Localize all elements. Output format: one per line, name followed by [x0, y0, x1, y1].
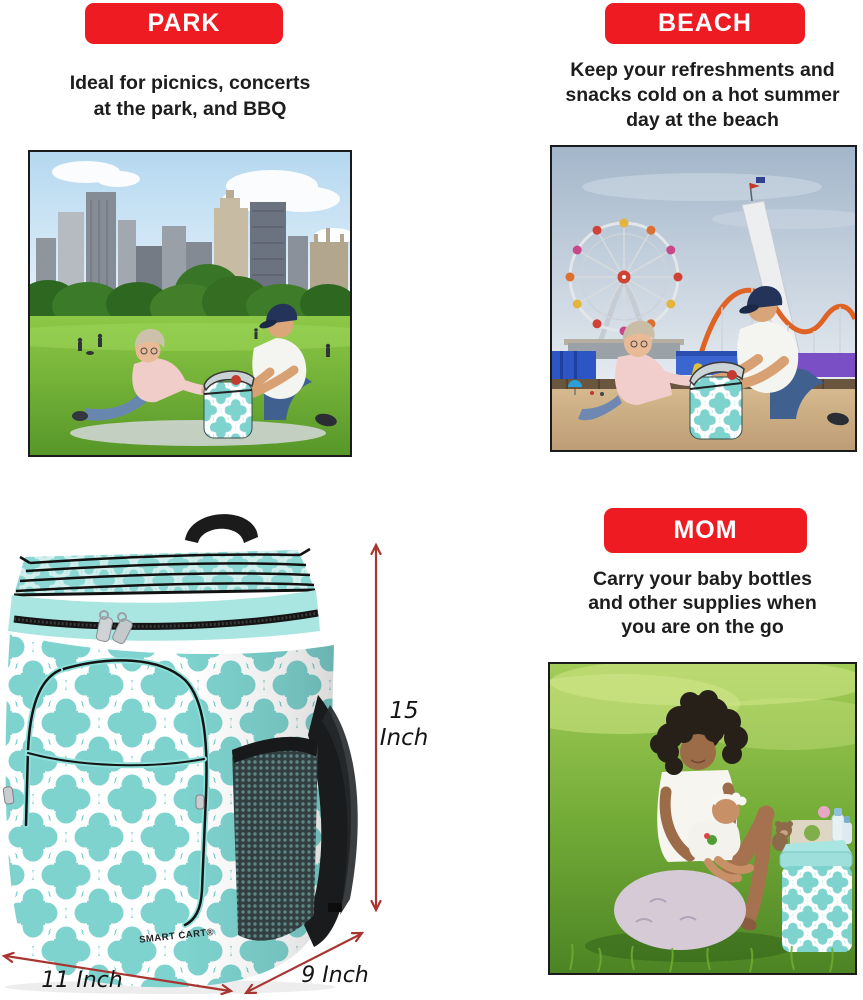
park-caption-line: Ideal for picnics, concerts: [69, 72, 311, 94]
beach-caption-line: snacks cold on a hot summer: [565, 84, 840, 106]
height-value: 15: [389, 698, 419, 724]
cooler-bag: [772, 806, 852, 952]
mesh-side-pocket: [232, 737, 318, 941]
beach-photo: [550, 145, 857, 452]
mom-caption-line: Carry your baby bottles: [593, 568, 812, 590]
mom-badge: [604, 508, 807, 553]
backpack-graphic: [3, 514, 358, 987]
mom-photo: [548, 662, 857, 975]
cooler-lid: [8, 590, 320, 641]
depth-dimension-label: 9 Inch: [301, 963, 369, 988]
beach-badge-label: BEACH: [658, 9, 752, 37]
park-caption: [28, 70, 352, 122]
park-photo: [28, 150, 352, 457]
carry-handle: [185, 514, 258, 543]
brand-label: SMART CART®: [138, 926, 215, 946]
height-dimension-label: [372, 698, 436, 752]
mom-badge-label: MOM: [673, 516, 738, 544]
park-photo-illustration: [30, 152, 350, 455]
beach-caption-line: day at the beach: [626, 109, 779, 131]
park-badge: [85, 3, 283, 44]
width-dimension-label: 11 Inch: [41, 968, 123, 993]
mom-caption-line: and other supplies when: [588, 592, 817, 614]
beach-photo-illustration: [552, 147, 855, 450]
park-badge-label: PARK: [147, 9, 221, 37]
mom-photo-illustration: [550, 664, 855, 973]
height-unit: Inch: [379, 725, 429, 751]
mom-caption-line: you are on the go: [621, 616, 784, 638]
side-zipper-pull: [3, 786, 14, 804]
park-caption-line: at the park, and BBQ: [93, 98, 287, 120]
picnic-blanket: [70, 420, 326, 446]
beach-caption-line: Keep your refreshments and: [570, 59, 835, 81]
beach-badge: [605, 3, 805, 44]
beach-caption: [545, 58, 860, 133]
mom-caption: [545, 567, 860, 639]
